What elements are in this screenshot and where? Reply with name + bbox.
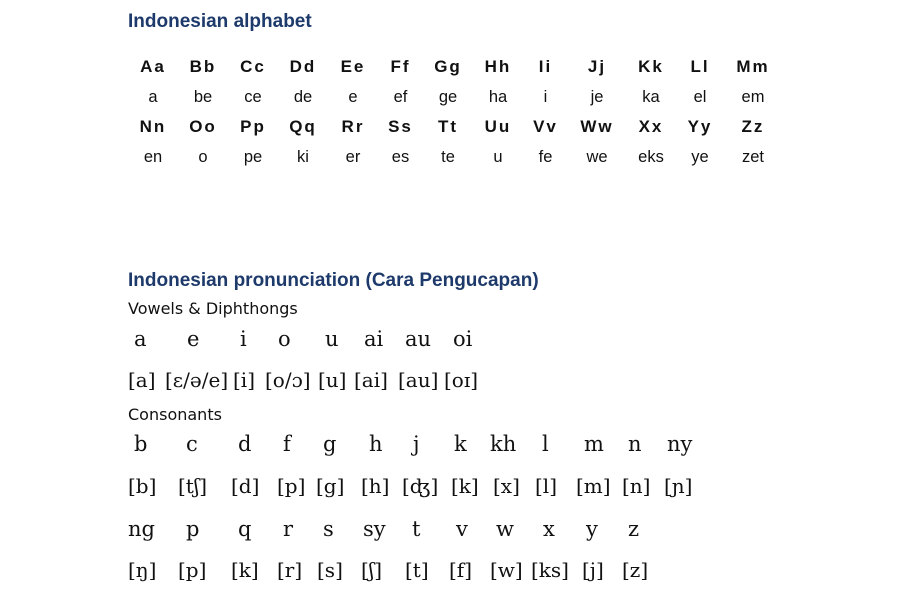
consonant-letter: h bbox=[369, 432, 383, 456]
letter-cell: Yy bbox=[687, 117, 713, 136]
consonant-letter: x bbox=[543, 517, 555, 541]
consonant-letter: ny bbox=[667, 432, 693, 456]
letter-name-cell: ef bbox=[393, 87, 408, 106]
vowel-ipa: [ɛ/ə/e] bbox=[165, 368, 229, 392]
letter-cell: Ii bbox=[538, 57, 553, 76]
alphabet-heading: Indonesian alphabet bbox=[128, 11, 312, 32]
consonant-ipa: [x] bbox=[493, 474, 520, 498]
vowel-letter: o bbox=[278, 327, 291, 351]
letter-name-cell: pe bbox=[243, 147, 263, 166]
consonant-ipa: [ɲ] bbox=[664, 474, 693, 498]
consonant-ipa: [r] bbox=[277, 558, 303, 582]
consonant-letter: r bbox=[283, 517, 294, 541]
consonant-letter: t bbox=[412, 517, 421, 541]
letter-cell: Xx bbox=[638, 117, 664, 136]
consonant-ipa: [ŋ] bbox=[128, 558, 157, 582]
letter-name-cell: i bbox=[543, 87, 548, 106]
pronunciation-heading: Indonesian pronunciation (Cara Pengucapan) bbox=[128, 270, 539, 291]
letter-name-cell: ge bbox=[438, 87, 458, 106]
letter-name-cell: ce bbox=[244, 87, 262, 106]
consonant-letter: k bbox=[454, 432, 467, 456]
vowel-ipa: [u] bbox=[318, 368, 347, 392]
consonant-ipa: [ʃ] bbox=[361, 558, 383, 582]
vowel-letter: oi bbox=[453, 327, 473, 351]
letter-name-cell: de bbox=[293, 87, 313, 106]
letter-cell: Kk bbox=[638, 57, 664, 76]
consonant-ipa: [s] bbox=[317, 558, 343, 582]
letter-cell: Ff bbox=[390, 57, 411, 76]
consonant-ipa: [z] bbox=[622, 558, 649, 582]
letter-name-cell: zet bbox=[741, 147, 764, 166]
consonant-ipa: [l] bbox=[535, 474, 558, 498]
letter-cell: Uu bbox=[484, 117, 512, 136]
vowel-ipa: [ai] bbox=[354, 368, 388, 392]
vowel-letter: au bbox=[405, 327, 432, 351]
letter-cell: Vv bbox=[533, 117, 558, 136]
letter-name-cell: u bbox=[493, 147, 503, 166]
letter-name-cell: je bbox=[590, 87, 604, 106]
vowel-letter: ai bbox=[364, 327, 384, 351]
letter-cell: Gg bbox=[434, 57, 462, 76]
consonant-letter: p bbox=[186, 517, 200, 541]
consonant-ipa: [m] bbox=[576, 474, 611, 498]
letter-name-cell: eks bbox=[638, 147, 664, 166]
letter-name-cell: be bbox=[193, 87, 213, 106]
consonant-ipa: [n] bbox=[622, 474, 651, 498]
consonant-ipa: [k] bbox=[451, 474, 479, 498]
vowel-letter: i bbox=[240, 327, 247, 351]
letter-cell: Hh bbox=[484, 57, 512, 76]
alphabet-table bbox=[128, 52, 782, 172]
consonant-letter: n bbox=[628, 432, 642, 456]
letter-name-cell: a bbox=[148, 87, 158, 106]
letter-cell: Ss bbox=[388, 117, 413, 136]
consonant-ipa: [ks] bbox=[531, 558, 569, 582]
consonant-letter: ng bbox=[128, 517, 155, 541]
letter-cell: Tt bbox=[437, 117, 459, 136]
vowel-ipa: [i] bbox=[233, 368, 256, 392]
consonant-letter: f bbox=[283, 432, 291, 456]
consonant-ipa: [p] bbox=[178, 558, 207, 582]
vowel-letter: e bbox=[187, 327, 200, 351]
vowel-letter: u bbox=[325, 327, 339, 351]
alphabet-names-row bbox=[128, 142, 782, 172]
vowel-ipa: [o/ɔ] bbox=[265, 368, 311, 392]
consonant-ipa: [h] bbox=[361, 474, 390, 498]
consonant-ipa: [p] bbox=[277, 474, 306, 498]
consonant-ipa: [j] bbox=[582, 558, 604, 582]
letter-name-cell: we bbox=[586, 147, 608, 166]
letter-name-cell: fe bbox=[538, 147, 553, 166]
consonant-letter: g bbox=[323, 432, 337, 456]
consonant-ipa: [g] bbox=[316, 474, 345, 498]
consonant-ipa: [t] bbox=[405, 558, 429, 582]
letter-name-cell: en bbox=[143, 147, 163, 166]
letter-cell: Aa bbox=[140, 57, 166, 76]
letter-name-cell: es bbox=[391, 147, 410, 166]
letter-name-cell: ka bbox=[642, 87, 660, 106]
letter-cell: Ee bbox=[340, 57, 366, 76]
consonant-ipa: [f] bbox=[449, 558, 473, 582]
consonant-letter: s bbox=[323, 517, 334, 541]
letter-name-cell: el bbox=[693, 87, 707, 106]
letter-cell: Mm bbox=[736, 57, 770, 76]
letter-name-cell: o bbox=[198, 147, 208, 166]
consonant-ipa: [k] bbox=[231, 558, 259, 582]
letter-name-cell: em bbox=[741, 87, 765, 106]
alphabet-letters-row bbox=[128, 52, 782, 82]
letter-name-cell: te bbox=[441, 147, 455, 166]
consonant-letter: w bbox=[496, 517, 514, 541]
letter-cell: Ll bbox=[690, 57, 710, 76]
letter-cell: Nn bbox=[139, 117, 167, 136]
consonant-ipa: [d] bbox=[231, 474, 260, 498]
letter-cell: Rr bbox=[341, 117, 365, 136]
letter-cell: Dd bbox=[289, 57, 317, 76]
consonant-ipa: [w] bbox=[490, 558, 523, 582]
letter-cell: Jj bbox=[587, 57, 607, 76]
consonant-letter: q bbox=[238, 517, 252, 541]
vowel-letter: a bbox=[134, 327, 147, 351]
letter-name-cell: ha bbox=[488, 87, 508, 106]
consonant-letter: b bbox=[134, 432, 148, 456]
alphabet-letters-row bbox=[128, 112, 782, 142]
consonant-ipa: [b] bbox=[128, 474, 157, 498]
consonant-letter: sy bbox=[363, 517, 386, 541]
vowel-ipa: [oɪ] bbox=[444, 368, 479, 392]
consonants-subheading: Consonants bbox=[128, 405, 222, 424]
letter-name-cell: er bbox=[345, 147, 361, 166]
letter-cell: Zz bbox=[741, 117, 765, 136]
vowel-ipa: [a] bbox=[128, 368, 156, 392]
consonant-letter: z bbox=[628, 517, 640, 541]
vowel-ipa: [au] bbox=[398, 368, 439, 392]
letter-name-cell: ye bbox=[691, 147, 709, 166]
consonant-letter: v bbox=[456, 517, 468, 541]
consonant-letter: m bbox=[584, 432, 604, 456]
consonant-ipa: [tʃ] bbox=[178, 474, 208, 498]
letter-cell: Pp bbox=[240, 117, 266, 136]
consonant-letter: kh bbox=[490, 432, 517, 456]
letter-cell: Qq bbox=[289, 117, 317, 136]
letter-cell: Cc bbox=[240, 57, 266, 76]
consonant-letter: d bbox=[238, 432, 252, 456]
alphabet-names-row bbox=[128, 82, 782, 112]
vowels-subheading: Vowels & Diphthongs bbox=[128, 299, 298, 318]
consonant-ipa: [ʤ] bbox=[402, 474, 439, 498]
letter-name-cell: ki bbox=[297, 147, 309, 166]
letter-cell: Bb bbox=[189, 57, 217, 76]
letter-cell: Oo bbox=[189, 117, 217, 136]
consonant-letter: l bbox=[542, 432, 549, 456]
letter-name-cell: e bbox=[348, 87, 358, 106]
consonant-letter: c bbox=[186, 432, 198, 456]
letter-cell: Ww bbox=[580, 117, 614, 136]
consonant-letter: j bbox=[413, 432, 420, 456]
consonant-letter: y bbox=[586, 517, 598, 541]
